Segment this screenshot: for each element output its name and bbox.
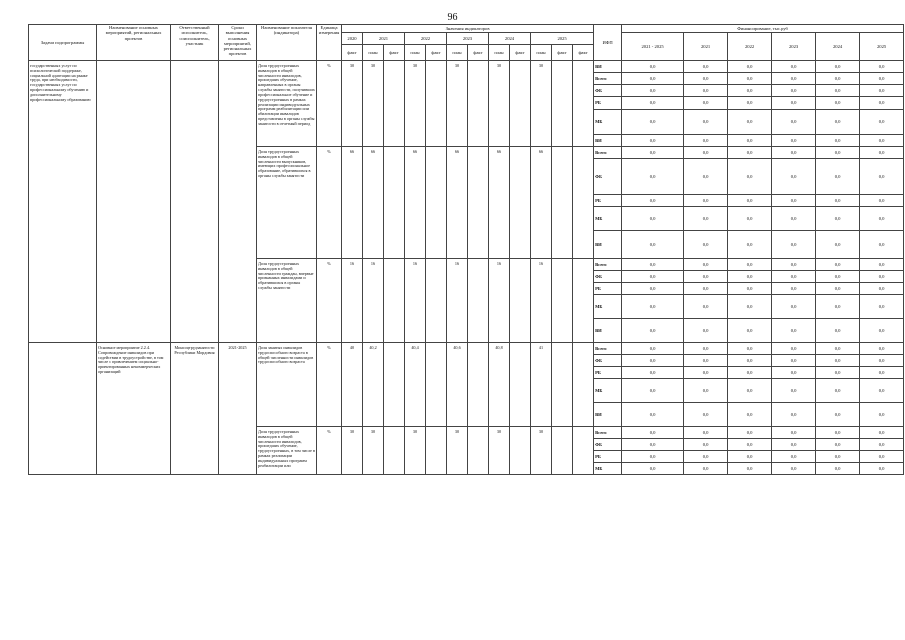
finance-value: 0,0 [684, 231, 728, 259]
indicator-value: 30 [489, 61, 510, 147]
finance-value: 0,0 [816, 355, 860, 367]
finance-value: 0,0 [816, 135, 860, 147]
finance-value: 0,0 [622, 439, 684, 451]
finance-value: 0,0 [684, 283, 728, 295]
finance-value: 0,0 [816, 207, 860, 231]
finance-value: 0,0 [860, 61, 904, 73]
finance-value: 0,0 [684, 73, 728, 85]
finance-value: 0,0 [816, 295, 860, 319]
finance-value: 0,0 [728, 427, 772, 439]
finance-source: РБ [594, 283, 622, 295]
plan-label: план [363, 45, 384, 61]
indicator-value: 66 [447, 147, 468, 259]
term-cell-empty [219, 61, 257, 343]
indicator-value [573, 343, 594, 427]
finance-value: 0,0 [622, 403, 684, 427]
finance-value: 0,0 [860, 295, 904, 319]
indicator-name: Доля занятых инвалидов трудоспособного возраста в общей численности инвалидов трудоспособного возраста [257, 343, 317, 427]
indicator-value [510, 427, 531, 475]
indicator-value: 16 [405, 259, 426, 343]
finance-value: 0,0 [860, 355, 904, 367]
fin-year-2025: 2025 [860, 33, 904, 61]
finance-value: 0,0 [772, 451, 816, 463]
indicator-value [552, 61, 573, 147]
finance-value: 0,0 [816, 159, 860, 195]
indicator-unit: % [317, 343, 342, 427]
finance-value: 0,0 [772, 97, 816, 110]
indicator-value: 66 [405, 147, 426, 259]
finance-value: 0,0 [622, 159, 684, 195]
finance-value: 0,0 [684, 85, 728, 97]
finance-source: МБ [594, 379, 622, 403]
indicator-value: 40,2 [363, 343, 384, 427]
finance-source: Всего [594, 427, 622, 439]
header-finance-group: Финансирование, тыс.руб [622, 25, 904, 33]
finance-source: РБ [594, 451, 622, 463]
indicator-value [510, 259, 531, 343]
finance-value: 0,0 [860, 207, 904, 231]
finance-value: 0,0 [684, 355, 728, 367]
finance-value: 0,0 [772, 135, 816, 147]
indicator-value: 30 [405, 427, 426, 475]
indicator-value: 30 [342, 427, 363, 475]
finance-value: 0,0 [728, 355, 772, 367]
finance-value: 0,0 [684, 97, 728, 110]
finance-value: 0,0 [860, 427, 904, 439]
fact-label: факт [510, 45, 531, 61]
indicator-value [426, 147, 447, 259]
indicator-value [552, 427, 573, 475]
finance-value: 0,0 [772, 355, 816, 367]
finance-value: 0,0 [816, 110, 860, 135]
finance-value: 0,0 [860, 463, 904, 475]
finance-value: 0,0 [772, 343, 816, 355]
table-row [29, 61, 904, 73]
year-2021: 2021 [363, 33, 405, 45]
finance-value: 0,0 [860, 319, 904, 343]
finance-value: 0,0 [772, 195, 816, 207]
finance-value: 0,0 [860, 271, 904, 283]
plan-label: план [447, 45, 468, 61]
activity-cell-empty [97, 61, 171, 343]
finance-value: 0,0 [622, 319, 684, 343]
finance-value: 0,0 [816, 85, 860, 97]
year-2022: 2022 [405, 33, 447, 45]
finance-value: 0,0 [728, 367, 772, 379]
indicator-value [573, 259, 594, 343]
finance-value: 0,0 [684, 295, 728, 319]
indicator-name: Доля трудоустроенных инвалидов в общей численности граждан, впервые признанных инвалидами и обратившихся в органы службы занятости [257, 259, 317, 343]
finance-value: 0,0 [816, 463, 860, 475]
indicator-value: 30 [447, 427, 468, 475]
fact-label: факт [426, 45, 447, 61]
year-2025: 2025 [531, 33, 594, 45]
finance-value: 0,0 [684, 451, 728, 463]
finance-value: 0,0 [860, 97, 904, 110]
finance-value: 0,0 [684, 367, 728, 379]
finance-value: 0,0 [728, 85, 772, 97]
finance-source: ВИ [594, 61, 622, 73]
finance-value: 0,0 [728, 343, 772, 355]
finance-value: 0,0 [684, 379, 728, 403]
header-executor: Ответственный исполнитель, соисполнитель, участник [171, 25, 219, 61]
finance-value: 0,0 [860, 135, 904, 147]
finance-value: 0,0 [622, 379, 684, 403]
indicator-value [384, 343, 405, 427]
indicator-value: 16 [489, 259, 510, 343]
finance-value: 0,0 [860, 343, 904, 355]
finance-value: 0,0 [728, 295, 772, 319]
finance-value: 0,0 [816, 283, 860, 295]
finance-value: 0,0 [684, 259, 728, 271]
indicator-value [510, 343, 531, 427]
finance-source: РБ [594, 367, 622, 379]
measure-term: 2021-2025 [219, 343, 257, 475]
fin-year-2021: 2021 [684, 33, 728, 61]
finance-source: ФБ [594, 439, 622, 451]
finance-value: 0,0 [772, 367, 816, 379]
finance-value: 0,0 [684, 403, 728, 427]
indicator-value: 40,4 [405, 343, 426, 427]
indicator-value: 41 [531, 343, 552, 427]
indicator-value [468, 147, 489, 259]
indicator-value [552, 259, 573, 343]
indicator-value [384, 61, 405, 147]
finance-value: 0,0 [728, 110, 772, 135]
indicator-unit: % [317, 427, 342, 475]
indicator-value [468, 343, 489, 427]
finance-value: 0,0 [728, 135, 772, 147]
fin-year-2023: 2023 [772, 33, 816, 61]
indicator-value [384, 259, 405, 343]
finance-value: 0,0 [728, 61, 772, 73]
finance-value: 0,0 [772, 147, 816, 159]
indicator-value: 40,6 [447, 343, 468, 427]
header-activity: Наименование основных мероприятий, региональных проектов [97, 25, 171, 61]
finance-value: 0,0 [860, 367, 904, 379]
finance-value: 0,0 [728, 159, 772, 195]
finance-value: 0,0 [622, 195, 684, 207]
indicator-value [510, 61, 531, 147]
indicator-value [573, 427, 594, 475]
finance-value: 0,0 [860, 73, 904, 85]
finance-source: ФБ [594, 355, 622, 367]
indicator-value: 30 [531, 61, 552, 147]
finance-value: 0,0 [816, 61, 860, 73]
finance-value: 0,0 [860, 85, 904, 97]
finance-value: 0,0 [728, 319, 772, 343]
finance-value: 0,0 [860, 159, 904, 195]
year-2024: 2024 [489, 33, 531, 45]
header-term: Сроки выполнения основных мероприятий, региональных проектов [219, 25, 257, 61]
finance-value: 0,0 [728, 231, 772, 259]
finance-source: РБ [594, 195, 622, 207]
finance-value: 0,0 [728, 147, 772, 159]
finance-value: 0,0 [622, 97, 684, 110]
finance-source: ФБ [594, 271, 622, 283]
finance-value: 0,0 [816, 379, 860, 403]
finance-value: 0,0 [772, 159, 816, 195]
header-task: Задачи подпрограммы [29, 25, 97, 61]
indicator-value: 30 [531, 427, 552, 475]
indicator-value: 16 [447, 259, 468, 343]
finance-source: ВИ [594, 231, 622, 259]
indicator-value: 66 [363, 147, 384, 259]
finance-value: 0,0 [860, 147, 904, 159]
finance-value: 0,0 [728, 379, 772, 403]
finance-value: 0,0 [728, 195, 772, 207]
finance-value: 0,0 [816, 367, 860, 379]
plan-label: план [405, 45, 426, 61]
finance-value: 0,0 [816, 231, 860, 259]
indicator-name: Доля трудоустроенных инвалидов в общей численности инвалидов, прошедших обучение, направленных в органы службы занятости, получивших профессиональное обучение и трудоустроенных в рамках реализации индивидуальных программ реабилитации или абилитации инвалидов представлены в органы службы занятости в отчетный период [257, 61, 317, 147]
header-source: ИФП [594, 25, 622, 61]
finance-value: 0,0 [816, 259, 860, 271]
indicator-value [573, 61, 594, 147]
finance-value: 0,0 [728, 439, 772, 451]
finance-value: 0,0 [860, 283, 904, 295]
indicator-value: 30 [405, 61, 426, 147]
fin-year-2024: 2024 [816, 33, 860, 61]
finance-value: 0,0 [816, 439, 860, 451]
finance-source: МБ [594, 463, 622, 475]
indicator-value: 66 [531, 147, 552, 259]
finance-value: 0,0 [860, 110, 904, 135]
finance-value: 0,0 [772, 85, 816, 97]
finance-value: 0,0 [728, 403, 772, 427]
finance-value: 0,0 [816, 97, 860, 110]
finance-value: 0,0 [684, 135, 728, 147]
finance-value: 0,0 [772, 319, 816, 343]
finance-value: 0,0 [684, 463, 728, 475]
finance-value: 0,0 [684, 427, 728, 439]
finance-value: 0,0 [772, 379, 816, 403]
fact-label: факт [384, 45, 405, 61]
finance-value: 0,0 [622, 61, 684, 73]
finance-value: 0,0 [772, 463, 816, 475]
indicator-unit: % [317, 147, 342, 259]
finance-value: 0,0 [622, 135, 684, 147]
fin-year-total: 2021 - 2025 [622, 33, 684, 61]
fin-year-2022: 2022 [728, 33, 772, 61]
finance-value: 0,0 [860, 403, 904, 427]
finance-value: 0,0 [772, 271, 816, 283]
finance-source: РБ [594, 97, 622, 110]
finance-value: 0,0 [816, 73, 860, 85]
indicator-value [384, 147, 405, 259]
finance-value: 0,0 [816, 343, 860, 355]
measure-executor: Минсоцтрудзанятости Республики Мордовия [171, 343, 219, 475]
fact-label: факт [468, 45, 489, 61]
indicator-value [468, 61, 489, 147]
finance-source: Всего [594, 259, 622, 271]
finance-value: 0,0 [622, 110, 684, 135]
finance-value: 0,0 [860, 439, 904, 451]
indicator-value: 30 [447, 61, 468, 147]
finance-source: МБ [594, 295, 622, 319]
finance-value: 0,0 [728, 97, 772, 110]
task-cell-empty [29, 343, 97, 475]
finance-value: 0,0 [622, 73, 684, 85]
finance-value: 0,0 [772, 427, 816, 439]
finance-value: 0,0 [622, 207, 684, 231]
finance-source: ВИ [594, 135, 622, 147]
indicator-value [468, 259, 489, 343]
finance-value: 0,0 [772, 61, 816, 73]
finance-value: 0,0 [860, 451, 904, 463]
finance-value: 0,0 [860, 259, 904, 271]
indicator-value: 30 [489, 427, 510, 475]
indicator-value: 30 [363, 61, 384, 147]
indicator-value: 30 [342, 61, 363, 147]
indicator-value [426, 259, 447, 343]
indicator-value [510, 147, 531, 259]
plan-label: план [531, 45, 552, 61]
program-table [28, 24, 904, 475]
finance-value: 0,0 [772, 283, 816, 295]
finance-value: 0,0 [772, 73, 816, 85]
finance-value: 0,0 [622, 231, 684, 259]
indicator-value [426, 427, 447, 475]
finance-value: 0,0 [816, 195, 860, 207]
indicator-value: 40 [342, 343, 363, 427]
finance-value: 0,0 [816, 271, 860, 283]
finance-source: Всего [594, 73, 622, 85]
finance-value: 0,0 [684, 159, 728, 195]
year-2020: 2020 [342, 33, 363, 45]
indicator-value: 16 [363, 259, 384, 343]
task-cell: государственных услуг по психологической поддержке, социальной адаптации на рынке труда, при необходимости, государственных услуг по профессиональному обучению и дополнительному профессиональному образованию [29, 61, 97, 343]
indicator-value: 66 [342, 147, 363, 259]
finance-value: 0,0 [684, 195, 728, 207]
finance-source: Всего [594, 343, 622, 355]
finance-value: 0,0 [622, 85, 684, 97]
finance-value: 0,0 [622, 147, 684, 159]
fact-label: факт [573, 45, 594, 61]
fact-label: факт [552, 45, 573, 61]
finance-value: 0,0 [728, 451, 772, 463]
year-2023: 2023 [447, 33, 489, 45]
indicator-unit: % [317, 259, 342, 343]
finance-value: 0,0 [684, 110, 728, 135]
finance-value: 0,0 [860, 231, 904, 259]
finance-value: 0,0 [728, 283, 772, 295]
finance-value: 0,0 [728, 259, 772, 271]
finance-value: 0,0 [684, 343, 728, 355]
finance-value: 0,0 [772, 295, 816, 319]
header-indicator: Наименование показателя (индикатора) [257, 25, 317, 61]
finance-source: ФБ [594, 159, 622, 195]
finance-value: 0,0 [772, 207, 816, 231]
indicator-value: 16 [342, 259, 363, 343]
finance-value: 0,0 [728, 271, 772, 283]
finance-source: МБ [594, 110, 622, 135]
indicator-value [426, 343, 447, 427]
finance-value: 0,0 [684, 147, 728, 159]
finance-source: Всего [594, 147, 622, 159]
measure-name: Основное мероприятие 2.2.4. Сопровождение инвалидов при содействии в трудоустройстве, в том числе с привлечением социально-ориентированных некоммерческих организаций [97, 343, 171, 475]
indicator-value [573, 147, 594, 259]
indicator-value [552, 343, 573, 427]
finance-value: 0,0 [684, 271, 728, 283]
finance-value: 0,0 [816, 403, 860, 427]
indicator-value [426, 61, 447, 147]
indicator-value: 30 [363, 427, 384, 475]
finance-value: 0,0 [622, 463, 684, 475]
finance-value: 0,0 [728, 207, 772, 231]
indicator-value: 40,8 [489, 343, 510, 427]
finance-value: 0,0 [622, 427, 684, 439]
finance-value: 0,0 [622, 355, 684, 367]
header-unit: Единица измерения [317, 25, 342, 61]
finance-value: 0,0 [816, 451, 860, 463]
table-row [29, 343, 904, 355]
finance-value: 0,0 [684, 207, 728, 231]
page-number: 96 [447, 12, 458, 23]
finance-value: 0,0 [772, 259, 816, 271]
finance-source: ФБ [594, 85, 622, 97]
program-table-body [29, 61, 904, 475]
finance-value: 0,0 [622, 367, 684, 379]
finance-value: 0,0 [772, 231, 816, 259]
indicator-value: 16 [531, 259, 552, 343]
finance-value: 0,0 [622, 451, 684, 463]
indicator-value [552, 147, 573, 259]
executor-cell-empty [171, 61, 219, 343]
indicator-name: Доля трудоустроенных инвалидов в общей численности выпускников, имеющих профессиональное образование, обратившихся в органы службы занятости [257, 147, 317, 259]
finance-value: 0,0 [816, 319, 860, 343]
finance-value: 0,0 [772, 403, 816, 427]
indicator-unit: % [317, 61, 342, 147]
finance-value: 0,0 [622, 259, 684, 271]
finance-value: 0,0 [622, 343, 684, 355]
finance-source: ВИ [594, 319, 622, 343]
finance-value: 0,0 [860, 195, 904, 207]
finance-value: 0,0 [772, 439, 816, 451]
finance-source: ВИ [594, 403, 622, 427]
finance-value: 0,0 [684, 439, 728, 451]
finance-value: 0,0 [622, 271, 684, 283]
finance-value: 0,0 [816, 147, 860, 159]
indicator-name: Доля трудоустроенных инвалидов в общей численности инвалидов, прошедших обучение, трудоустроенных, в том числе в рамках реализации индивидуальных программ реабилитации или [257, 427, 317, 475]
finance-value: 0,0 [684, 61, 728, 73]
plan-label: план [489, 45, 510, 61]
finance-value: 0,0 [684, 319, 728, 343]
indicator-value: 66 [489, 147, 510, 259]
finance-value: 0,0 [816, 427, 860, 439]
finance-value: 0,0 [860, 379, 904, 403]
finance-value: 0,0 [622, 283, 684, 295]
finance-value: 0,0 [772, 110, 816, 135]
header-values-group: Значения индикаторов [342, 25, 594, 33]
indicator-value [468, 427, 489, 475]
finance-value: 0,0 [622, 295, 684, 319]
finance-source: МБ [594, 207, 622, 231]
finance-value: 0,0 [728, 73, 772, 85]
indicator-value [384, 427, 405, 475]
fact-label: факт [342, 45, 363, 61]
program-table-sheet [28, 24, 887, 590]
finance-value: 0,0 [728, 463, 772, 475]
